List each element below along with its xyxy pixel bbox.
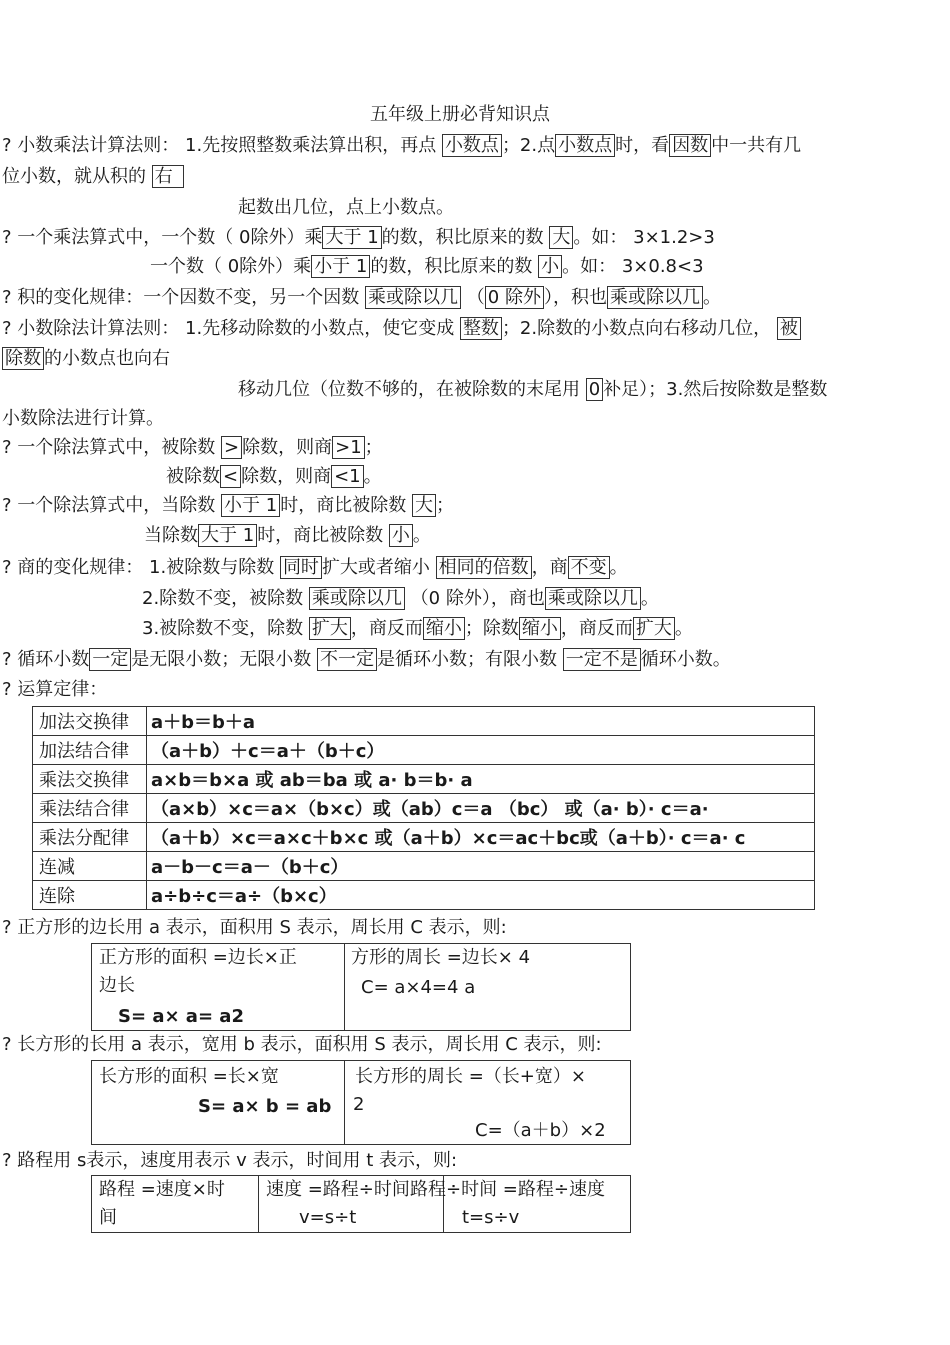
text: 是循环小数；有限小数	[377, 649, 558, 670]
quotient-change-line-2	[142, 587, 659, 611]
answer-box: 大	[412, 494, 436, 517]
answer-box: 乘或除以几	[365, 286, 461, 309]
law-name: 连除	[33, 881, 147, 910]
text: 的数，积比原来的数	[370, 256, 533, 277]
answer-box: 乘或除以几	[545, 587, 641, 610]
text: 2.除数不变，被除数	[142, 588, 304, 609]
bullet: ?	[2, 679, 12, 700]
law-formula: a÷b÷c＝a÷（b×c）	[147, 881, 815, 910]
answer-box: 缩小	[519, 617, 561, 640]
bullet: ?	[2, 1034, 12, 1055]
text: ；2.除数的小数点向右移动几位，	[501, 318, 772, 339]
answer-box: <1	[331, 465, 364, 488]
law-name: 乘法交换律	[33, 765, 147, 794]
text: 一个除法算式中，被除数	[17, 437, 216, 458]
law-formula: （a＋b）×c＝a×c＋b×c 或（a＋b）×c＝ac＋bc或（a＋b）· c＝a· c	[147, 823, 815, 852]
text: 。如： 3×1.2>3	[573, 227, 715, 248]
answer-box: 小数点	[555, 134, 615, 157]
division-rule-line-3	[238, 378, 827, 402]
text: ，商反而	[560, 618, 633, 639]
text: S= a× a= a2	[118, 1006, 244, 1027]
bullet: ?	[2, 135, 12, 156]
answer-box: 小数点	[442, 134, 502, 157]
text: ；除数	[464, 618, 519, 639]
answer-box: 小于 1	[221, 494, 280, 517]
text: 。	[363, 466, 382, 487]
law-name: 乘法结合律	[33, 794, 147, 823]
text: C=（a＋b）×2	[475, 1120, 606, 1141]
table-row	[33, 765, 815, 794]
text: S= a× b = ab	[198, 1096, 332, 1117]
answer-box: 不一定	[317, 648, 377, 671]
text: 当除数	[144, 525, 198, 546]
product-compare-line-1	[2, 226, 715, 250]
text: 路程 =速度×时	[99, 1179, 225, 1200]
text: 是无限小数；无限小数	[131, 649, 312, 670]
operation-laws-table	[32, 706, 815, 910]
text: 。如： 3×0.8<3	[562, 256, 704, 277]
text: ），积也	[543, 287, 607, 308]
answer-box: 大于 1	[198, 524, 257, 547]
distance-intro	[2, 1149, 457, 1173]
bullet: ?	[2, 1150, 12, 1171]
square-intro	[2, 916, 507, 940]
text: 时，商比被除数	[257, 525, 384, 546]
square-formula-table	[91, 943, 631, 1031]
text: 间	[99, 1207, 117, 1228]
quotient-compare-line-1	[2, 436, 383, 460]
text: 除数，则商	[241, 466, 332, 487]
answer-box: 除数	[2, 347, 44, 370]
multiplication-rule-line-2	[2, 165, 184, 189]
table-row	[33, 881, 815, 910]
bullet: ?	[2, 917, 12, 938]
operation-laws-heading	[2, 678, 107, 702]
quotient-compare-line-2	[166, 465, 382, 489]
recurring-decimal-line	[2, 648, 731, 672]
distance-formula-table	[91, 1175, 631, 1233]
law-formula: （a×b）×c＝a×（b×c）或（ab）c＝a （bc） 或（a· b）· c＝a·	[147, 794, 815, 823]
text: 路程用 s表示，速度用表示 v 表示，时间用 t 表示，则:	[17, 1150, 458, 1171]
text: 时，看	[615, 135, 670, 156]
text: 一个数（ 0除外）乘	[150, 256, 312, 277]
division-rule-line-4: 小数除法进行计算。	[2, 408, 164, 429]
bullet: ?	[2, 437, 12, 458]
quotient-change-line-1	[2, 556, 628, 580]
answer-box: 因数	[669, 134, 711, 157]
answer-box: 扩大	[309, 617, 351, 640]
text: 长方形的周长 =（长+宽）×	[355, 1066, 586, 1087]
answer-box: 被	[777, 317, 801, 340]
table-row	[33, 823, 815, 852]
division-rule-line-1	[2, 317, 801, 341]
text: 被除数	[166, 466, 220, 487]
text: 3.被除数不变，除数	[142, 618, 304, 639]
law-formula: a×b＝b×a 或 ab＝ba 或 a· b＝b· a	[147, 765, 815, 794]
text: 的小数点也向右	[44, 348, 170, 369]
text: 。	[674, 618, 693, 639]
answer-box: 乘或除以几	[607, 286, 703, 309]
text: 2	[353, 1094, 365, 1115]
answer-box: 缩小	[423, 617, 465, 640]
text: 一个除法算式中，当除数	[17, 495, 216, 516]
text: 正方形的面积 =边长×正	[99, 947, 297, 968]
rectangle-perimeter-cell	[344, 1061, 630, 1144]
text: 边长	[99, 975, 135, 996]
bullet: ?	[2, 318, 12, 339]
answer-box: 0 除外	[485, 286, 544, 309]
text: 时，商比被除数	[280, 495, 407, 516]
answer-box: 大	[549, 226, 573, 249]
text: 循环小数	[17, 649, 90, 670]
text: 补足）；3.然后按除数是整数	[603, 379, 828, 400]
text: v=s÷t	[299, 1207, 357, 1228]
text: 小数乘法计算法则： 1.先按照整数乘法算出积，再点	[17, 135, 437, 156]
answer-box: 小	[389, 524, 413, 547]
law-formula: a－b－c＝a－（b＋c）	[147, 852, 815, 881]
table-row	[33, 707, 815, 736]
time-cell	[410, 1176, 630, 1232]
answer-box: 整数	[460, 317, 502, 340]
distance-cell	[92, 1176, 258, 1232]
multiplication-rule-line-3: 起数出几位，点上小数点。	[238, 197, 454, 218]
product-change-rule	[2, 286, 721, 310]
text: ；2.点	[501, 135, 556, 156]
text: 路程÷时间 =路程÷速度	[410, 1179, 605, 1200]
text: 扩大或者缩小	[321, 557, 430, 578]
text: 正方形的边长用 a 表示，面积用 S 表示，周长用 C 表示，则:	[17, 917, 507, 938]
table-row	[33, 794, 815, 823]
text: 一个乘法算式中，一个数（ 0除外）乘	[17, 227, 323, 248]
text: 运算定律：	[17, 679, 108, 700]
bullet: ?	[2, 649, 12, 670]
page-title: 五年级上册必背知识点	[370, 104, 550, 125]
multiplication-rule-line-1	[2, 134, 801, 158]
text: 中一共有几	[711, 135, 802, 156]
square-area-cell	[92, 944, 344, 1030]
law-name: 加法结合律	[33, 736, 147, 765]
square-perimeter-cell	[344, 944, 630, 1030]
law-name: 连减	[33, 852, 147, 881]
answer-box: 大于 1	[322, 226, 381, 249]
divisor-compare-line-2	[144, 524, 431, 548]
bullet: ?	[2, 287, 12, 308]
answer-box: 一定	[89, 648, 131, 671]
answer-box: 同时	[280, 556, 322, 579]
text: 的数，积比原来的数	[381, 227, 544, 248]
bullet: ?	[2, 495, 12, 516]
text: 长方形的长用 a 表示，宽用 b 表示，面积用 S 表示，周长用 C 表示，则:	[17, 1034, 602, 1055]
text: 。	[412, 525, 431, 546]
answer-box: 相同的倍数	[436, 556, 532, 579]
answer-box: 扩大	[633, 617, 675, 640]
text: 积的变化规律：一个因数不变，另一个因数	[17, 287, 360, 308]
text: 商的变化规律： 1.被除数与除数	[17, 557, 275, 578]
table-row	[33, 736, 815, 765]
answer-box: 不变	[568, 556, 610, 579]
rectangle-formula-table	[91, 1060, 631, 1145]
text: 除数，则商	[242, 437, 333, 458]
text: C= a×4=4 a	[361, 977, 476, 998]
text: 移动几位（位数不够的，在被除数的末尾用	[238, 379, 580, 400]
product-compare-line-2	[150, 255, 704, 279]
answer-box: 乘或除以几	[309, 587, 405, 610]
law-name: 乘法分配律	[33, 823, 147, 852]
divisor-compare-line-1	[2, 494, 454, 518]
law-formula: a＋b＝b＋a	[147, 707, 815, 736]
text: 位小数，就从积的	[2, 166, 146, 187]
answer-box: 右	[152, 165, 184, 188]
answer-box: <	[220, 465, 241, 488]
bullet: ?	[2, 227, 12, 248]
table-row	[33, 852, 815, 881]
division-rule-line-2	[2, 347, 170, 371]
rectangle-area-cell	[92, 1061, 344, 1144]
text: ，商	[531, 557, 568, 578]
text: ；	[364, 437, 383, 458]
text: 长方形的面积 =长×宽	[99, 1066, 279, 1087]
bullet: ?	[2, 557, 12, 578]
answer-box: 一定不是	[563, 648, 641, 671]
text: 。	[702, 287, 721, 308]
text: 循环小数。	[640, 649, 731, 670]
answer-box: >1	[332, 436, 365, 459]
text: 。	[640, 588, 659, 609]
answer-box: >	[221, 436, 242, 459]
text: ；	[435, 495, 454, 516]
answer-box: 0	[586, 378, 603, 401]
law-name: 加法交换律	[33, 707, 147, 736]
answer-box: 小	[538, 255, 562, 278]
text: （	[466, 287, 485, 308]
quotient-change-line-3	[142, 617, 693, 641]
text: 速度 =路程÷时间	[266, 1179, 410, 1200]
text: t=s÷v	[462, 1207, 520, 1228]
text: 。	[609, 557, 628, 578]
answer-box: 小于 1	[311, 255, 370, 278]
text: 小数除法计算法则： 1.先移动除数的小数点，使它变成	[17, 318, 455, 339]
text: 方形的周长 =边长× 4	[351, 947, 531, 968]
text: （0 除外），商也	[410, 588, 545, 609]
law-formula: （a＋b）＋c＝a＋（b＋c）	[147, 736, 815, 765]
text: ，商反而	[350, 618, 423, 639]
rectangle-intro	[2, 1033, 602, 1057]
